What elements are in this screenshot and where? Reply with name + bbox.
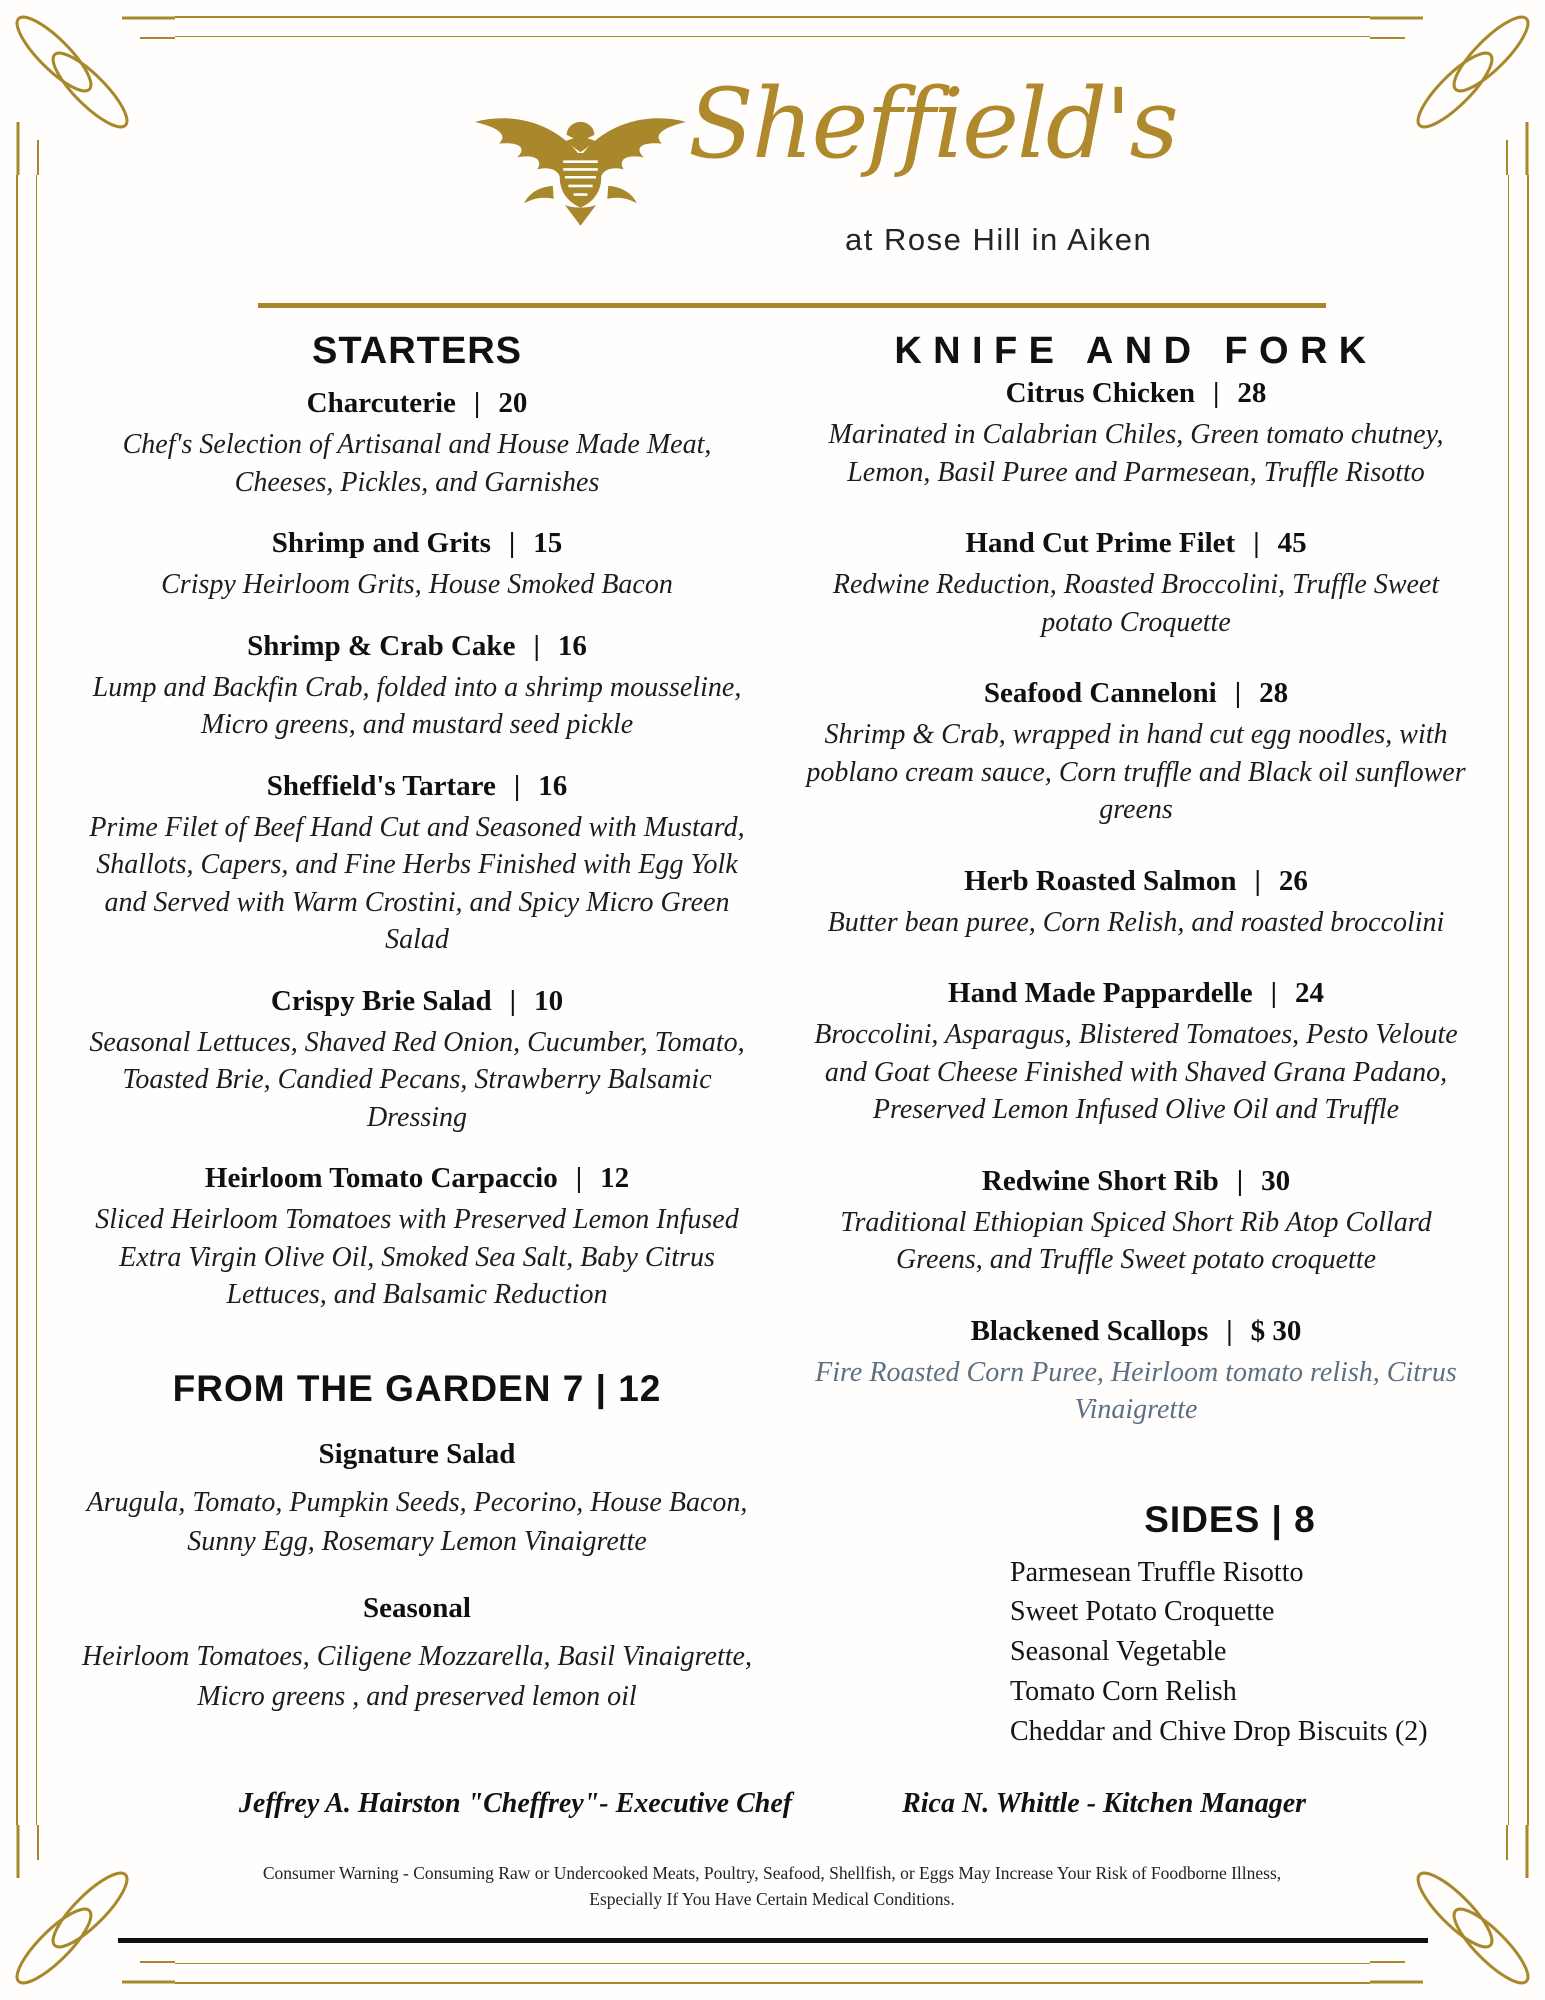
kitchen-manager: Rica N. Whittle - Kitchen Manager <box>902 1788 1307 1819</box>
item-name-price <box>82 387 752 420</box>
item-name: Blackened Scallops <box>970 1314 1209 1347</box>
item-name-price <box>82 630 752 663</box>
item-name-price <box>82 527 752 560</box>
corner-flourish-icon <box>0 1825 175 2000</box>
item-price: 12 <box>600 1162 630 1195</box>
item-name: Herb Roasted Salmon <box>964 864 1237 897</box>
item-price: 15 <box>533 527 563 560</box>
menu-item <box>82 527 752 604</box>
item-name: Shrimp & Crab Cake <box>247 629 516 662</box>
item-name: Signature Salad <box>318 1437 516 1470</box>
menu-item <box>82 985 752 1137</box>
item-price: 28 <box>1259 677 1289 710</box>
consumer-warning-line1: Consumer Warning - Consuming Raw or Undercooked Meats, Poultry, Seafood, Shellfish, or Eggs May Increase Your Risk of Foodborne Illness, <box>262 1863 1282 1883</box>
item-name: Heirloom Tomato Carpaccio <box>204 1162 558 1195</box>
brand-tagline: at Rose Hill in Aiken <box>845 222 1153 257</box>
consumer-warning-line2: Especially If You Have Certain Medical Conditions. <box>589 1889 955 1910</box>
item-name: Charcuterie <box>306 387 456 419</box>
item-description: Redwine Reduction, Roasted Broccolini, Truffle Sweet potato Croquette <box>832 569 1440 638</box>
item-price: 16 <box>538 769 568 802</box>
item-description: Heirloom Tomatoes, Ciligene Mozzarella, Basil Vinaigrette, Micro greens , and preserved lemon oil <box>82 1641 752 1712</box>
menu-item <box>800 865 1472 942</box>
item-description: Sliced Heirloom Tomatoes with Preserved Lemon Infused Extra Virgin Olive Oil, Smoked Sea Salt, Baby Citrus Lettuces, and Balsamic Reduction <box>95 1204 739 1311</box>
item-name-price <box>82 985 752 1018</box>
price-separator: | <box>513 769 521 802</box>
item-price: 24 <box>1294 977 1324 1010</box>
item-name: Citrus Chicken <box>1005 377 1195 409</box>
item-description: Arugula, Tomato, Pumpkin Seeds, Pecorino, House Bacon, Sunny Egg, Rosemary Lemon Vinaigrette <box>86 1486 748 1558</box>
garden-heading: FROM THE GARDEN 7 | 12 <box>172 1367 662 1409</box>
item-price: 30 <box>1261 1164 1291 1197</box>
list-item: Parmesean Truffle Risotto <box>1010 1556 1304 1588</box>
menu-item <box>82 1592 752 1717</box>
price-separator: | <box>1270 977 1277 1010</box>
corner-flourish-icon <box>1370 1825 1545 2000</box>
list-item: Seasonal Vegetable <box>1010 1636 1227 1668</box>
executive-chef: Jeffrey A. Hairston "Cheffrey"- Executive Chef <box>238 1788 793 1819</box>
item-price: 16 <box>557 629 587 662</box>
knife-and-fork-heading: KNIFE AND FORK <box>894 330 1378 372</box>
price-separator: | <box>575 1162 583 1195</box>
menu-item <box>800 1165 1472 1279</box>
item-name-price <box>800 377 1472 410</box>
price-separator: | <box>1212 377 1220 409</box>
item-price: 45 <box>1277 527 1307 560</box>
list-item: Sweet Potato Croquette <box>1010 1596 1275 1628</box>
starters-heading: STARTERS <box>312 330 522 372</box>
header-divider <box>258 303 1326 308</box>
item-price: $ 30 <box>1250 1314 1302 1347</box>
menu-item <box>800 977 1472 1129</box>
eagle-logo-icon <box>468 100 693 232</box>
menu-item <box>800 677 1472 829</box>
left-column <box>82 330 752 1747</box>
item-name: Hand Made Pappardelle <box>948 977 1253 1010</box>
item-name-price <box>82 770 752 803</box>
list-item: Tomato Corn Relish <box>1010 1675 1237 1707</box>
item-name: Sheffield's Tartare <box>266 769 496 802</box>
item-price: 10 <box>534 984 564 1017</box>
item-name-price <box>800 677 1472 710</box>
item-name-price <box>800 977 1472 1010</box>
bottom-divider <box>118 1938 1428 1943</box>
item-description: Shrimp & Crab, wrapped in hand cut egg noodles, with poblano cream sauce, Corn truffle and Black oil sunflower greens <box>806 719 1466 826</box>
item-description: Marinated in Calabrian Chiles, Green tomato chutney, Lemon, Basil Puree and Parmesean, Truffle Risotto <box>828 419 1444 488</box>
item-description: Fire Roasted Corn Puree, Heirloom tomato relish, Citrus Vinaigrette <box>815 1356 1457 1426</box>
item-price: 28 <box>1237 377 1267 409</box>
item-description: Seasonal Lettuces, Shaved Red Onion, Cucumber, Tomato, Toasted Brie, Candied Pecans, Strawberry Balsamic Dressing <box>89 1026 745 1133</box>
item-price: 20 <box>498 387 528 419</box>
credits <box>0 1788 1545 1820</box>
item-name-price <box>800 527 1472 560</box>
item-name: Seasonal <box>363 1592 471 1625</box>
price-separator: | <box>473 387 481 419</box>
price-separator: | <box>1254 864 1261 897</box>
menu-item <box>800 1315 1472 1429</box>
price-separator: | <box>533 629 540 662</box>
menu-item <box>82 1162 752 1314</box>
item-description: Chef's Selection of Artisanal and House Made Meat, Cheeses, Pickles, and Garnishes <box>122 429 712 498</box>
item-name: Redwine Short Rib <box>981 1164 1219 1197</box>
menu-item <box>800 527 1472 641</box>
menu-item <box>800 377 1472 491</box>
item-name-price <box>800 865 1472 898</box>
menu-item <box>82 1438 752 1563</box>
item-description: Butter bean puree, Corn Relish, and roasted broccolini <box>827 906 1445 938</box>
list-item: Cheddar and Chive Drop Biscuits (2) <box>1010 1715 1428 1747</box>
item-name: Crispy Brie Salad <box>270 984 492 1017</box>
item-name-price <box>800 1165 1472 1198</box>
menu-item <box>82 387 752 501</box>
price-separator: | <box>508 527 516 560</box>
price-separator: | <box>509 984 517 1017</box>
sides-heading: SIDES | 8 <box>1144 1498 1316 1540</box>
item-description: Traditional Ethiopian Spiced Short Rib Atop Collard Greens, and Truffle Sweet potato croquette <box>840 1206 1432 1276</box>
item-name-price <box>800 1315 1472 1348</box>
item-name: Seafood Canneloni <box>983 677 1217 710</box>
item-description: Broccolini, Asparagus, Blistered Tomatoes, Pesto Veloute and Goat Cheese Finished with Shaved Grana Padano, Preserved Lemon Infused Olive Oil and Truffle <box>814 1019 1458 1126</box>
sides-section <box>1010 1499 1450 1752</box>
menu-item <box>82 770 752 959</box>
price-separator: | <box>1236 1164 1244 1197</box>
item-description: Lump and Backfin Crab, folded into a shrimp mousseline, Micro greens, and mustard seed pickle <box>92 671 742 741</box>
brand-title: Sheffield's <box>688 68 1177 180</box>
sides-list <box>1010 1553 1450 1752</box>
item-name: Hand Cut Prime Filet <box>965 527 1236 560</box>
item-price: 26 <box>1278 864 1308 897</box>
menu-item <box>82 630 752 744</box>
price-separator: | <box>1234 677 1242 710</box>
item-description: Prime Filet of Beef Hand Cut and Seasoned with Mustard, Shallots, Capers, and Fine Herbs Finished with Egg Yolk and Served with Warm Crostini, and Spicy Micro Green Salad <box>89 811 745 956</box>
corner-flourish-icon <box>1370 0 1545 175</box>
corner-flourish-icon <box>0 0 175 175</box>
right-column <box>800 330 1472 1751</box>
item-name: Shrimp and Grits <box>271 527 491 560</box>
item-name-price <box>82 1162 752 1195</box>
price-separator: | <box>1226 1314 1233 1347</box>
item-description: Crispy Heirloom Grits, House Smoked Bacon <box>161 569 673 601</box>
price-separator: | <box>1253 527 1260 560</box>
consumer-warning <box>222 1860 1322 1913</box>
